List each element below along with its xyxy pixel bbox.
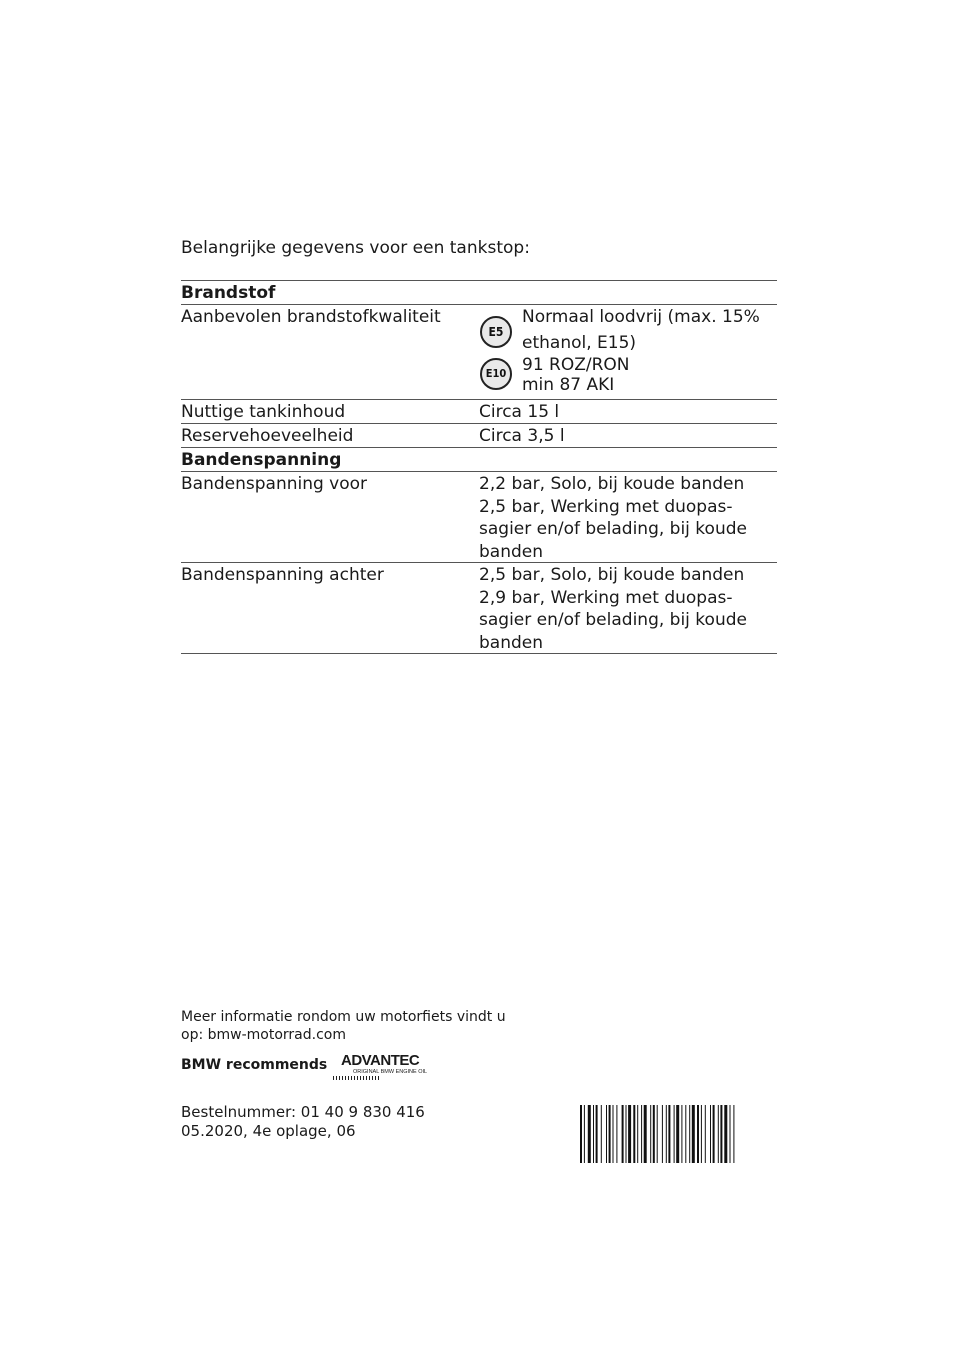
pressure-line: banden (479, 632, 544, 653)
edition-info: 05.2020, 4e oplage, 06 (181, 1122, 356, 1140)
footer-info (181, 1008, 506, 1044)
advantec-logo (333, 1052, 433, 1082)
section-heading-fuel (181, 281, 777, 305)
pressure-line: 2,9 bar, Werking met duopas- (479, 587, 733, 608)
barcode-icon (580, 1105, 777, 1163)
order-info (181, 1103, 425, 1141)
front-pressure-label: Bandenspanning voor (181, 474, 368, 494)
fuel-quality-line: ethanol, E15) (522, 332, 637, 353)
pressure-line: 2,2 bar, Solo, bij koude banden (479, 474, 745, 494)
pressure-line: 2,5 bar, Solo, bij koude banden (479, 565, 745, 585)
info-line: op: bmw-motorrad.com (181, 1027, 346, 1043)
fuel-quality-line: Normaal loodvrij (max. 15% (522, 307, 760, 327)
tyres-heading: Bandenspanning (181, 450, 342, 470)
table-row (181, 424, 777, 448)
fuel-quality-label: Aanbevolen brandstofkwaliteit (181, 307, 441, 327)
fuel-quality-line: 91 ROZ/RON (522, 355, 630, 375)
pressure-line: 2,5 bar, Werking met duopas- (479, 496, 733, 517)
reserve-value: Circa 3,5 l (479, 426, 565, 446)
table-row (181, 563, 777, 654)
info-line: Meer informatie rondom uw motorfiets vindt u (181, 1009, 506, 1025)
data-table (181, 280, 777, 654)
table-row (181, 305, 777, 400)
intro-text: Belangrijke gegevens voor een tankstop: (181, 238, 530, 258)
order-number: Bestelnummer: 01 40 9 830 416 (181, 1103, 425, 1121)
e10-badge-icon: E10 (480, 358, 512, 390)
table-row (181, 472, 777, 563)
front-pressure-value (479, 473, 769, 563)
pressure-line: banden (479, 541, 544, 562)
advantec-stripe-icon (333, 1076, 381, 1080)
fuel-quality-line: min 87 AKI (522, 374, 615, 395)
e5-badge-icon: E5 (480, 316, 512, 348)
fuel-quality-value (522, 306, 777, 396)
pressure-line: sagier en/of belading, bij koude (479, 610, 747, 630)
tank-capacity-value: Circa 15 l (479, 402, 560, 422)
advantec-title: ADVANTEC (341, 1052, 420, 1069)
tank-capacity-label: Nuttige tankinhoud (181, 402, 346, 422)
pressure-line: sagier en/of belading, bij koude (479, 519, 747, 539)
table-row (181, 400, 777, 424)
advantec-subtitle: ORIGINAL BMW ENGINE OIL (353, 1069, 428, 1075)
rear-pressure-value (479, 564, 769, 654)
reserve-label: Reservehoeveelheid (181, 426, 354, 446)
fuel-heading: Brandstof (181, 283, 276, 303)
bmw-recommends-text: BMW recommends (181, 1057, 328, 1073)
rear-pressure-label: Bandenspanning achter (181, 565, 384, 585)
section-heading-tyres (181, 448, 777, 472)
